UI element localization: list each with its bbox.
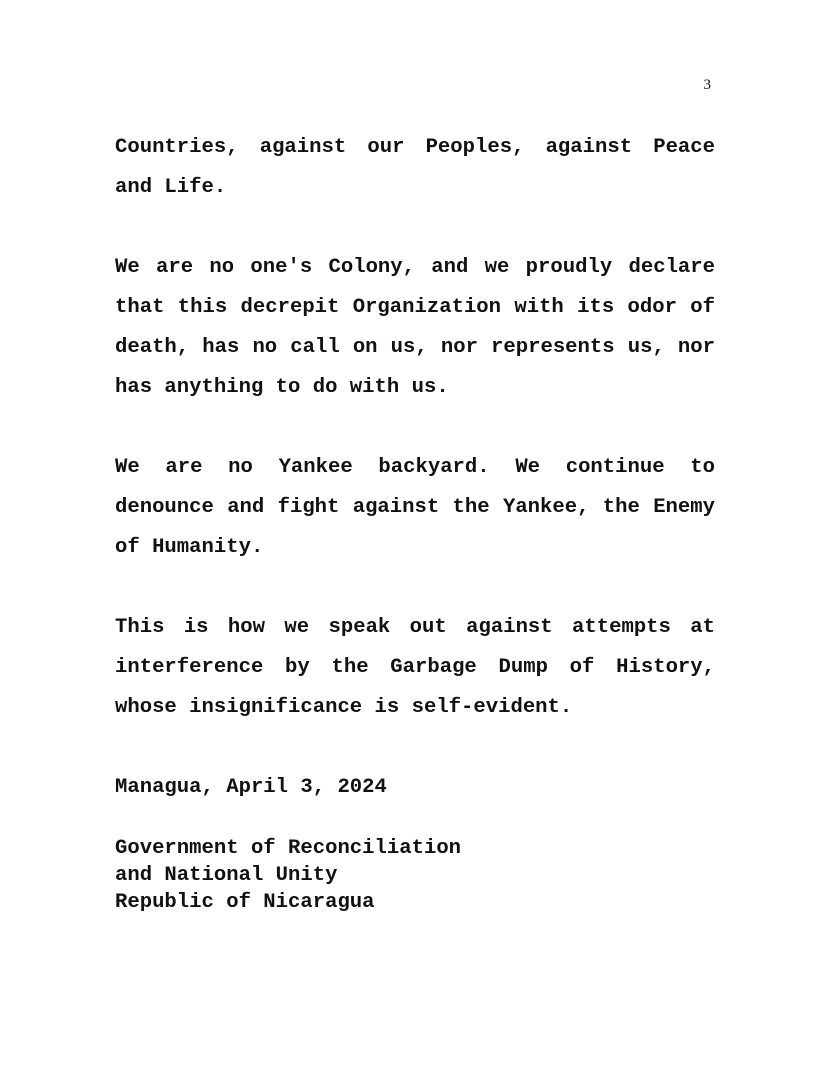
paragraph: We are no Yankee backyard. We continue to denounce and fight against the Yankee, the Enemy of Humanity. [115, 456, 715, 559]
dateline: Managua, April 3, 2024 [115, 776, 387, 799]
signature-line: Government of Reconciliation [115, 837, 462, 860]
signature-line: Republic of Nicaragua [115, 891, 375, 914]
paragraph: Countries, against our Peoples, against Peace and Life. [115, 136, 715, 199]
signature-line: and National Unity [115, 864, 338, 887]
paragraph: We are no one's Colony, and we proudly declare that this decrepit Organization with its odor of death, has no call on us, nor represents us, nor has anything to do with us. [115, 256, 715, 399]
signature-block [115, 835, 461, 916]
paragraph: This is how we speak out against attempts at interference by the Garbage Dump of History, whose insignificance is self-evident. [115, 616, 715, 719]
document-body [115, 128, 715, 808]
page-number: 3 [703, 77, 711, 93]
